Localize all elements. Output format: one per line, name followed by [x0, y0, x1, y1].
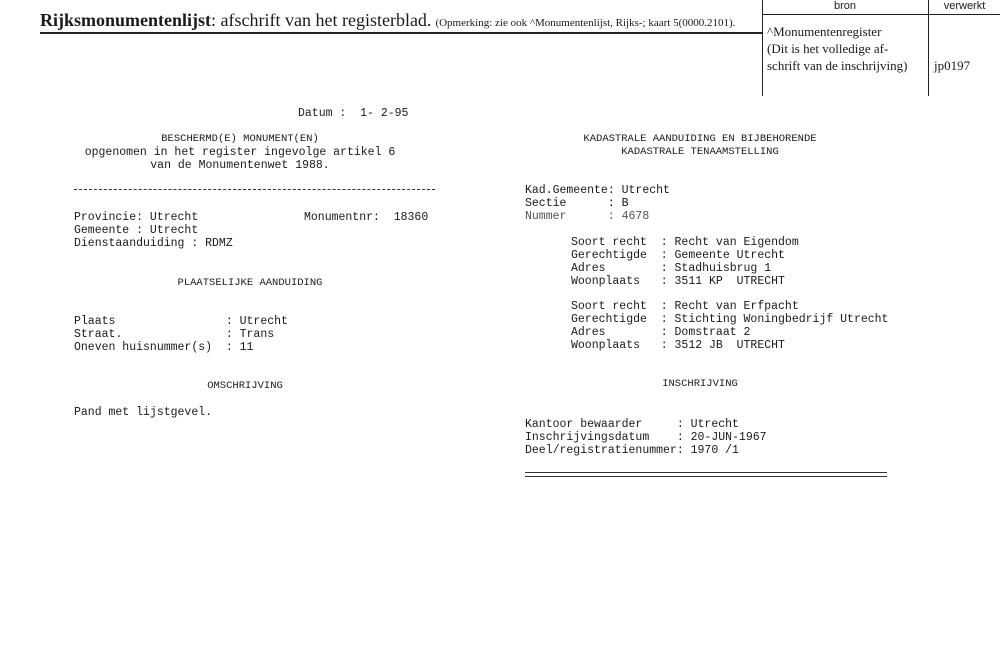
left-heading-2: opgenomen in het register ingevolge artikel 6 [84, 146, 396, 159]
right-heading-2: KADASTRALE TENAAMSTELLING [621, 146, 779, 158]
r1-soort-recht: Soort recht : Recht van Eigendom [571, 236, 799, 249]
bron-line-1: ^Monumentenregister [767, 24, 882, 39]
inschrijving-heading: INSCHRIJVING [662, 378, 738, 390]
kad-gemeente: Kad.Gemeente: Utrecht [525, 184, 670, 197]
left-divider [74, 189, 435, 190]
straat: Straat. : Trans [74, 328, 275, 341]
left-heading-1: BESCHERMD(E) MONUMENT(EN) [161, 133, 319, 145]
datum: Datum : 1- 2-95 [298, 107, 409, 120]
monumentnr: Monumentnr: 18360 [304, 211, 429, 224]
omschrijving-heading: OMSCHRIJVING [207, 380, 283, 392]
omschrijving-text: Pand met lijstgevel. [74, 406, 213, 419]
r2-adres: Adres : Domstraat 2 [571, 326, 751, 339]
plaatselijke-heading: PLAATSELIJKE AANDUIDING [177, 277, 323, 289]
page-title [40, 10, 735, 31]
sectie: Sectie : B [525, 197, 629, 210]
left-heading-3: van de Monumentenwet 1988. [150, 159, 330, 172]
gemeente: Gemeente : Utrecht [74, 224, 199, 237]
huisnummer: Oneven huisnummer(s) : 11 [74, 341, 254, 354]
bron-line-2: (Dit is het volledige af- [767, 41, 889, 56]
r2-soort-recht: Soort recht : Recht van Erfpacht [571, 300, 799, 313]
title-rest: : afschrift van het registerblad. [211, 10, 432, 30]
nummer: Nummer : 4678 [525, 210, 650, 223]
provincie: Provincie: Utrecht [74, 211, 199, 224]
title-bold: Rijksmonumentenlijst [40, 10, 212, 30]
r1-gerechtigde: Gerechtigde : Gemeente Utrecht [571, 249, 785, 262]
col-verwerkt-header: verwerkt [943, 0, 986, 12]
bron-line-3: schrift van de inschrijving) [767, 58, 908, 73]
deel-registratienummer: Deel/registratienummer: 1970 /1 [525, 444, 739, 457]
col-bron-header: bron [833, 0, 857, 12]
right-end-rule [525, 472, 887, 477]
title-note: (Opmerking: zie ook ^Monumentenlijst, Rijks-; kaart 5(0000.2101). [435, 17, 736, 29]
r1-woonplaats: Woonplaats : 3511 KP UTRECHT [571, 275, 785, 288]
r1-adres: Adres : Stadhuisbrug 1 [571, 262, 772, 275]
r2-gerechtigde: Gerechtigde : Stichting Woningbedrijf Utrecht [571, 313, 889, 326]
inschrijvingsdatum: Inschrijvingsdatum : 20-JUN-1967 [525, 431, 767, 444]
plaats: Plaats : Utrecht [74, 315, 288, 328]
kantoor-bewaarder: Kantoor bewaarder : Utrecht [525, 418, 739, 431]
dienstaanduiding: Dienstaanduiding : RDMZ [74, 237, 233, 250]
r2-woonplaats: Woonplaats : 3512 JB UTRECHT [571, 339, 785, 352]
verwerkt-value: jp0197 [934, 58, 971, 73]
title-underline [40, 32, 762, 34]
right-heading-1: KADASTRALE AANDUIDING EN BIJBEHORENDE [583, 133, 817, 145]
source-table [762, 0, 1000, 96]
